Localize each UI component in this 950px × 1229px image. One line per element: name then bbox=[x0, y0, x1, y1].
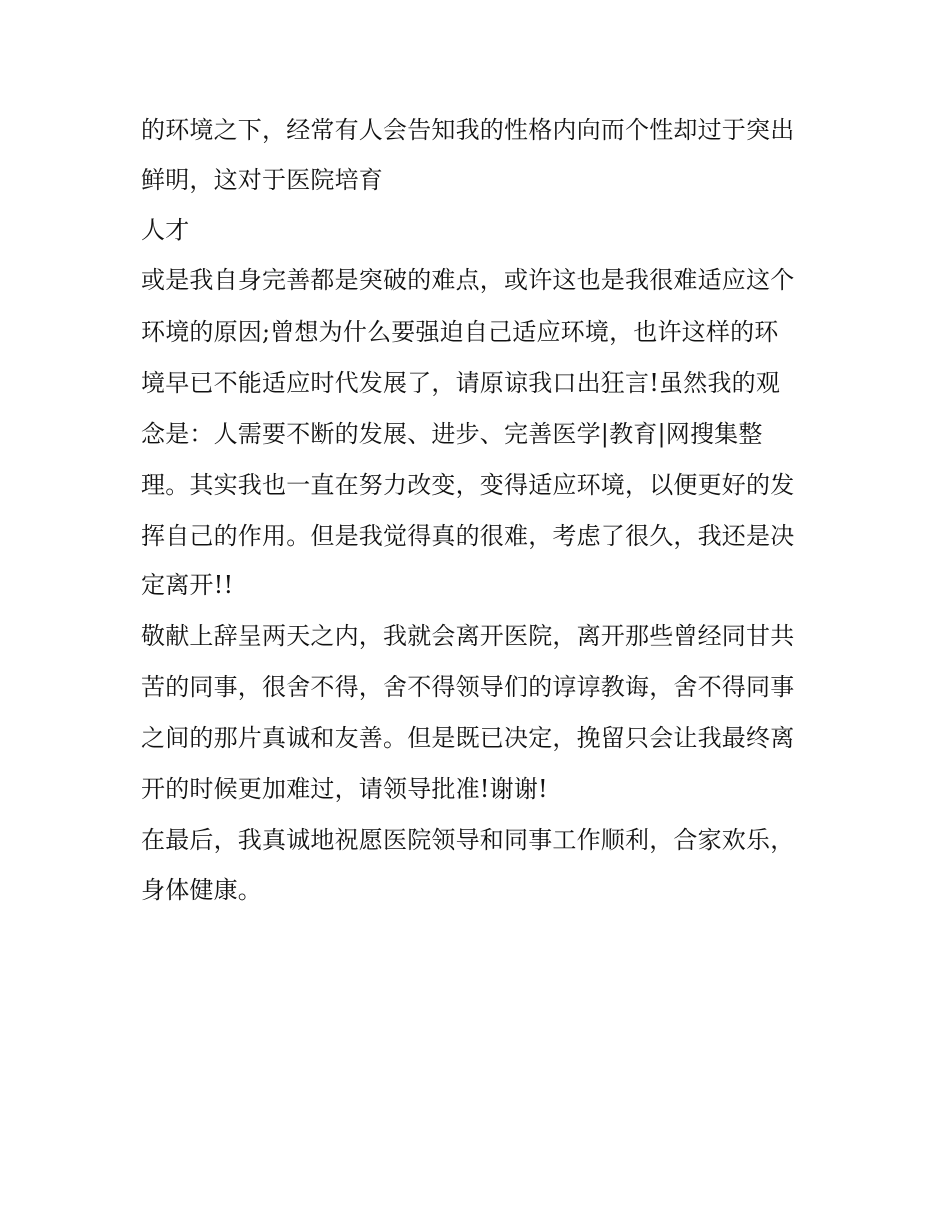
text-line: 鲜明，这对于医院培育 bbox=[141, 166, 383, 194]
text-line: 敬献上辞呈两天之内，我就会离开医院，离开那些曾经同甘共 bbox=[141, 622, 795, 650]
text-line: 定离开!! bbox=[141, 571, 234, 599]
text-line: 挥自己的作用。但是我觉得真的很难，考虑了很久，我还是决 bbox=[141, 522, 795, 550]
text-line: 的环境之下，经常有人会告知我的性格内向而个性却过于突出 bbox=[141, 116, 795, 144]
text-line: 念是：人需要不断的发展、进步、完善医学|教育|网搜集整 bbox=[141, 420, 763, 448]
text-line: 身体健康。 bbox=[141, 876, 262, 904]
text-line: 人才 bbox=[141, 216, 190, 244]
text-line: 理。其实我也一直在努力改变，变得适应环境，以便更好的发 bbox=[141, 471, 795, 499]
text-line: 环境的原因;曾想为什么要强迫自己适应环境，也许这样的环 bbox=[141, 318, 779, 346]
text-line: 之间的那片真诚和友善。但是既已决定，挽留只会让我最终离 bbox=[141, 724, 795, 752]
text-line: 苦的同事，很舍不得，舍不得领导们的谆谆教诲，舍不得同事 bbox=[141, 673, 795, 701]
text-line: 开的时候更加难过，请领导批准!谢谢! bbox=[141, 775, 548, 803]
text-line: 在最后，我真诚地祝愿医院领导和同事工作顺利，合家欢乐， bbox=[141, 826, 795, 854]
text-line: 或是我自身完善都是突破的难点，或许这也是我很难适应这个 bbox=[141, 266, 795, 294]
text-line: 境早已不能适应时代发展了，请原谅我口出狂言!虽然我的观 bbox=[141, 369, 781, 397]
